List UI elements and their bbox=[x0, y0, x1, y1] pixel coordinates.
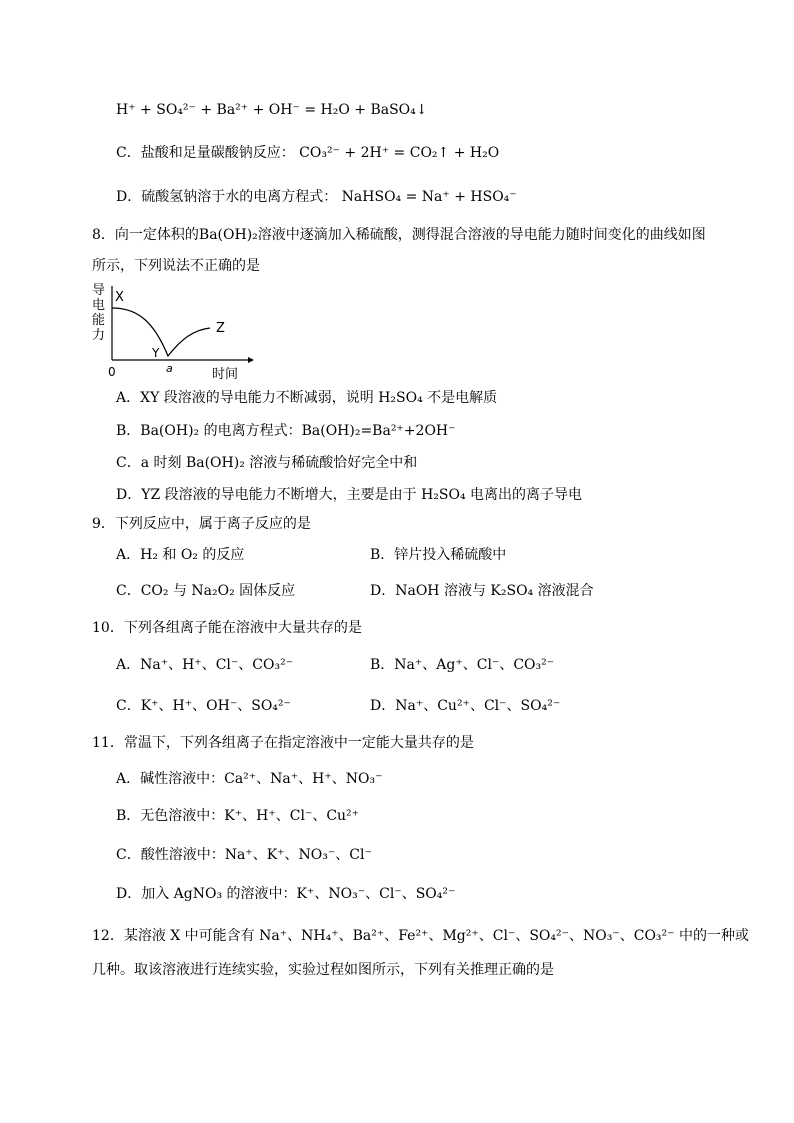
x-axis-arrow bbox=[248, 357, 254, 363]
option-8c: C．a 时刻 Ba(OH)₂ 溶液与稀硫酸恰好完全中和 bbox=[116, 455, 418, 471]
option-10b: B．Na⁺、Ag⁺、Cl⁻、CO₃²⁻ bbox=[370, 657, 555, 673]
option-11b: B．无色溶液中：K⁺、H⁺、Cl⁻、Cu²⁺ bbox=[116, 808, 360, 824]
option-7c: C．盐酸和足量碳酸钠反应： CO₃²⁻ + 2H⁺ = CO₂↑ + H₂O bbox=[116, 145, 500, 161]
x-axis-label: 时间 bbox=[212, 367, 239, 382]
option-11c: C．酸性溶液中：Na⁺、K⁺、NO₃⁻、Cl⁻ bbox=[116, 847, 372, 863]
question-9: 9．下列反应中，属于离子反应的是 bbox=[92, 516, 311, 532]
question-8-line1: 8．向一定体积的Ba(OH)₂溶液中逐滴加入稀硫酸，测得混合溶液的导电能力随时间变化的曲线如图 bbox=[92, 227, 706, 243]
point-z-label: Z bbox=[216, 321, 225, 336]
point-a-label: a bbox=[166, 362, 173, 375]
equation-line: H⁺ + SO₄²⁻ + Ba²⁺ + OH⁻ = H₂O + BaSO₄↓ bbox=[116, 102, 428, 118]
question-11: 11．常温下，下列各组离子在指定溶液中一定能大量共存的是 bbox=[92, 735, 474, 751]
graph-ylabel-char: 电 bbox=[92, 298, 106, 313]
option-10a: A．Na⁺、H⁺、Cl⁻、CO₃²⁻ bbox=[116, 657, 294, 673]
option-9d: D．NaOH 溶液与 K₂SO₄ 溶液混合 bbox=[370, 583, 594, 599]
option-11a: A．碱性溶液中：Ca²⁺、Na⁺、H⁺、NO₃⁻ bbox=[116, 771, 383, 787]
graph-ylabel-char: 导 bbox=[92, 283, 106, 298]
option-8d: D．YZ 段溶液的导电能力不断增大，主要是由于 H₂SO₄ 电离出的离子导电 bbox=[116, 487, 583, 503]
option-8b: B．Ba(OH)₂ 的电离方程式：Ba(OH)₂=Ba²⁺+2OH⁻ bbox=[116, 423, 456, 439]
conductivity-graph bbox=[88, 282, 258, 382]
question-8-line2: 所示，下列说法不正确的是 bbox=[92, 258, 260, 274]
conductivity-curve bbox=[112, 308, 210, 356]
option-10c: C．K⁺、H⁺、OH⁻、SO₄²⁻ bbox=[116, 698, 291, 714]
option-9a: A．H₂ 和 O₂ 的反应 bbox=[116, 547, 245, 563]
option-7d: D．硫酸氢钠溶于水的电离方程式： NaHSO₄ = Na⁺ + HSO₄⁻ bbox=[116, 189, 517, 205]
graph-ylabel-char: 能 bbox=[92, 313, 106, 328]
option-10d: D．Na⁺、Cu²⁺、Cl⁻、SO₄²⁻ bbox=[370, 698, 561, 714]
option-9b: B．锌片投入稀硫酸中 bbox=[370, 547, 507, 563]
point-x-label: X bbox=[115, 290, 124, 305]
graph-ylabel-char: 力 bbox=[92, 328, 106, 343]
option-9c: C．CO₂ 与 Na₂O₂ 固体反应 bbox=[116, 583, 296, 599]
question-10: 10．下列各组离子能在溶液中大量共存的是 bbox=[92, 620, 362, 636]
option-11d: D．加入 AgNO₃ 的溶液中：K⁺、NO₃⁻、Cl⁻、SO₄²⁻ bbox=[116, 886, 456, 902]
question-12-line2: 几种。取该溶液进行连续实验，实验过程如图所示，下列有关推理正确的是 bbox=[92, 962, 554, 978]
point-y-label: Y bbox=[152, 346, 160, 360]
question-12-line1: 12．某溶液 X 中可能含有 Na⁺、NH₄⁺、Ba²⁺、Fe²⁺、Mg²⁺、Cl⁻、SO₄²⁻、NO₃⁻、CO₃²⁻ 中的一种或 bbox=[92, 928, 749, 944]
option-8a: A．XY 段溶液的导电能力不断减弱，说明 H₂SO₄ 不是电解质 bbox=[116, 390, 498, 406]
origin-label: 0 bbox=[108, 365, 116, 379]
